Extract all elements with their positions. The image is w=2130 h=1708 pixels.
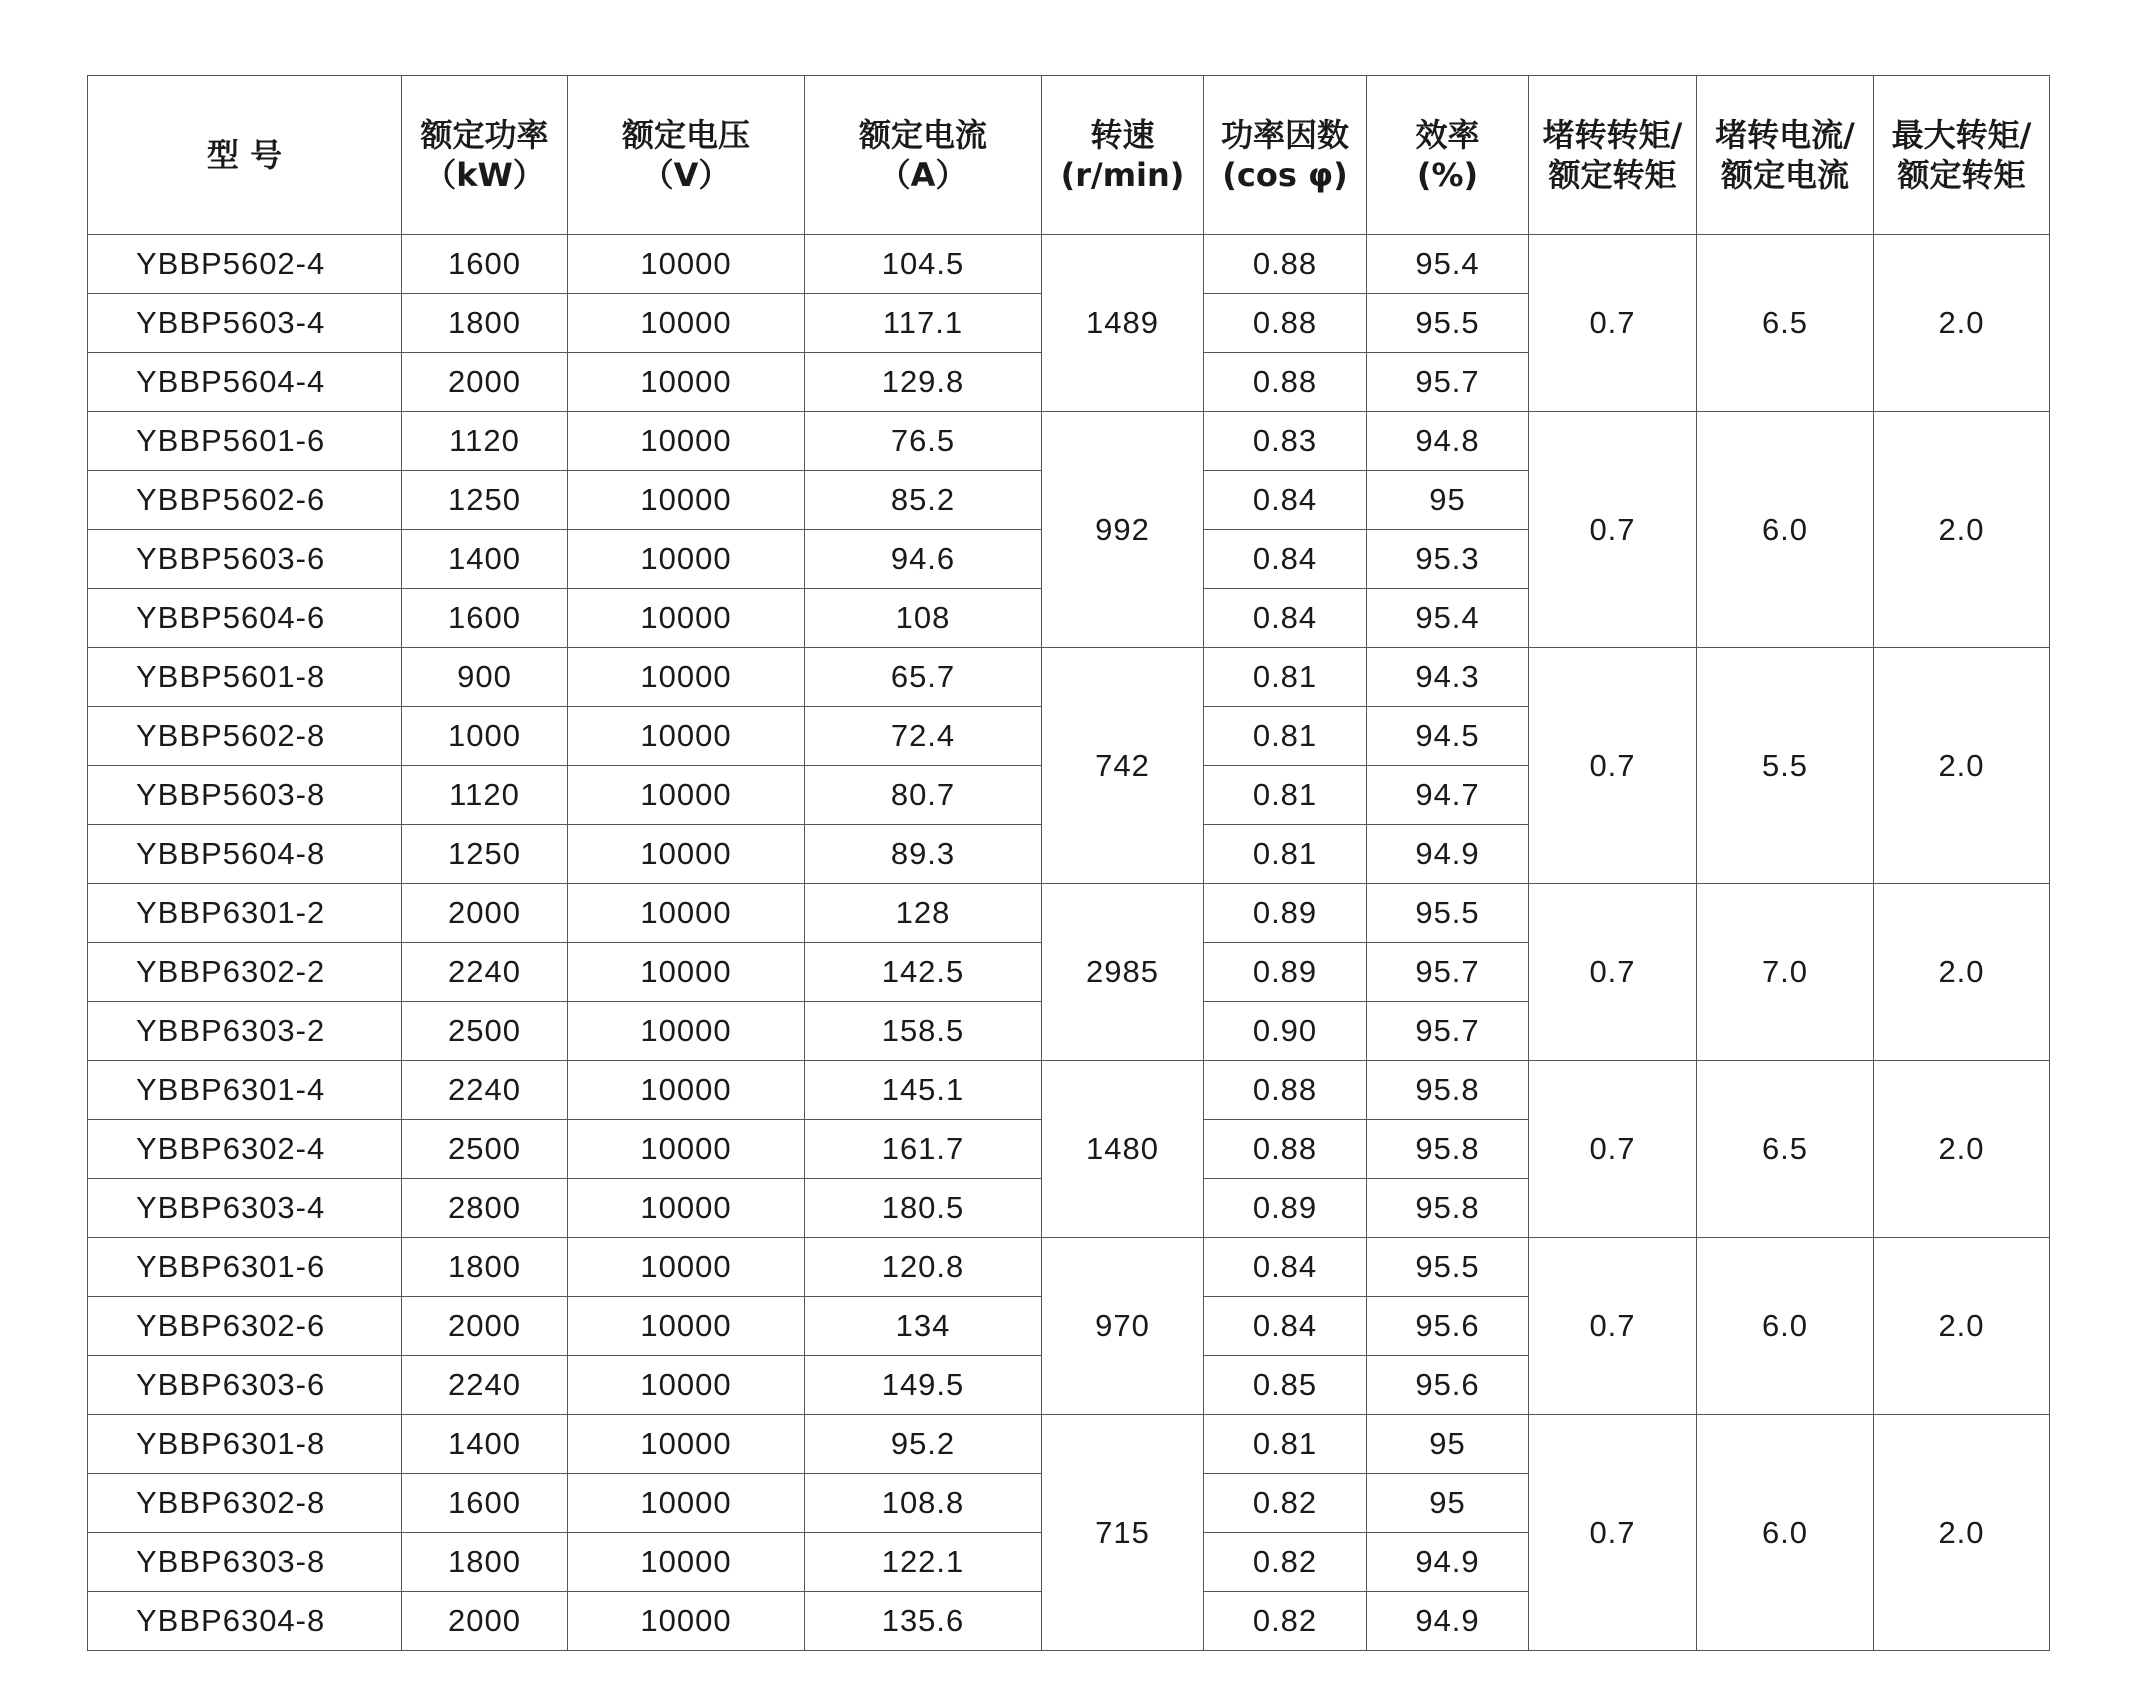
header-row <box>88 76 2050 235</box>
power-factor-cell: 0.84 <box>1204 1238 1367 1297</box>
rated-power-cell: 1800 <box>402 294 568 353</box>
efficiency-cell: 95.8 <box>1367 1061 1529 1120</box>
header-label: (cos φ) <box>1222 156 1348 194</box>
model-cell: YBBP5603-6 <box>88 530 402 589</box>
efficiency-cell: 94.3 <box>1367 648 1529 707</box>
max-torque-ratio-cell: 2.0 <box>1874 884 2050 1061</box>
rated-current-cell: 161.7 <box>805 1120 1042 1179</box>
rated-voltage-cell: 10000 <box>568 1533 805 1592</box>
efficiency-cell: 95.8 <box>1367 1120 1529 1179</box>
model-cell: YBBP5601-8 <box>88 648 402 707</box>
rated-current-cell: 129.8 <box>805 353 1042 412</box>
power-factor-cell: 0.88 <box>1204 1120 1367 1179</box>
rated-power-cell: 1600 <box>402 589 568 648</box>
header-label: 堵转转矩/ <box>1542 116 1683 154</box>
speed-cell: 2985 <box>1042 884 1204 1061</box>
rated-current-cell: 134 <box>805 1297 1042 1356</box>
rated-current-cell: 128 <box>805 884 1042 943</box>
header-label: 额定转矩 <box>1548 156 1677 194</box>
locked-torque-ratio-cell: 0.7 <box>1529 1415 1697 1651</box>
rated-voltage-cell: 10000 <box>568 884 805 943</box>
speed-cell: 742 <box>1042 648 1204 884</box>
table-row <box>88 235 2050 294</box>
rated-current-cell: 89.3 <box>805 825 1042 884</box>
efficiency-cell: 95.5 <box>1367 294 1529 353</box>
rated-current-cell: 158.5 <box>805 1002 1042 1061</box>
power-factor-cell: 0.83 <box>1204 412 1367 471</box>
rated-voltage-cell: 10000 <box>568 1238 805 1297</box>
model-cell: YBBP5604-6 <box>88 589 402 648</box>
rated-current-cell: 80.7 <box>805 766 1042 825</box>
rated-voltage-cell: 10000 <box>568 1002 805 1061</box>
model-cell: YBBP5602-6 <box>88 471 402 530</box>
header-label: 转速 <box>1090 116 1155 154</box>
speed-cell: 970 <box>1042 1238 1204 1415</box>
rated-current-cell: 120.8 <box>805 1238 1042 1297</box>
rated-power-cell: 2240 <box>402 1356 568 1415</box>
rated-voltage-cell: 10000 <box>568 825 805 884</box>
table-row <box>88 1061 2050 1120</box>
rated-voltage-cell: 10000 <box>568 471 805 530</box>
header-label: (r/min) <box>1060 156 1185 194</box>
power-factor-cell: 0.88 <box>1204 235 1367 294</box>
power-factor-cell: 0.82 <box>1204 1474 1367 1533</box>
rated-power-cell: 2500 <box>402 1120 568 1179</box>
power-factor-cell: 0.89 <box>1204 943 1367 1002</box>
model-cell: YBBP6303-2 <box>88 1002 402 1061</box>
efficiency-cell: 94.9 <box>1367 1592 1529 1651</box>
max-torque-ratio-cell: 2.0 <box>1874 1415 2050 1651</box>
efficiency-cell: 95.7 <box>1367 943 1529 1002</box>
max-torque-ratio-cell: 2.0 <box>1874 648 2050 884</box>
rated-current-cell: 94.6 <box>805 530 1042 589</box>
efficiency-cell: 94.7 <box>1367 766 1529 825</box>
speed-cell: 992 <box>1042 412 1204 648</box>
rated-current-cell: 145.1 <box>805 1061 1042 1120</box>
header-max-torque-ratio <box>1874 76 2050 235</box>
header-label: 型 号 <box>206 136 283 174</box>
max-torque-ratio-cell: 2.0 <box>1874 1238 2050 1415</box>
power-factor-cell: 0.89 <box>1204 884 1367 943</box>
locked-torque-ratio-cell: 0.7 <box>1529 1238 1697 1415</box>
model-cell: YBBP5601-6 <box>88 412 402 471</box>
power-factor-cell: 0.84 <box>1204 471 1367 530</box>
locked-torque-ratio-cell: 0.7 <box>1529 648 1697 884</box>
rated-voltage-cell: 10000 <box>568 1120 805 1179</box>
efficiency-cell: 95.7 <box>1367 1002 1529 1061</box>
efficiency-cell: 94.5 <box>1367 707 1529 766</box>
header-model <box>88 76 402 235</box>
rated-power-cell: 2000 <box>402 1592 568 1651</box>
rated-current-cell: 108.8 <box>805 1474 1042 1533</box>
model-cell: YBBP6304-8 <box>88 1592 402 1651</box>
rated-power-cell: 1120 <box>402 766 568 825</box>
rated-power-cell: 1800 <box>402 1238 568 1297</box>
rated-power-cell: 2000 <box>402 884 568 943</box>
rated-power-cell: 1120 <box>402 412 568 471</box>
efficiency-cell: 95 <box>1367 471 1529 530</box>
model-cell: YBBP6302-2 <box>88 943 402 1002</box>
model-cell: YBBP6303-4 <box>88 1179 402 1238</box>
rated-power-cell: 1400 <box>402 530 568 589</box>
header-label: 额定转矩 <box>1897 156 2026 194</box>
rated-current-cell: 76.5 <box>805 412 1042 471</box>
rated-voltage-cell: 10000 <box>568 235 805 294</box>
model-cell: YBBP6301-6 <box>88 1238 402 1297</box>
speed-cell: 1489 <box>1042 235 1204 412</box>
rated-voltage-cell: 10000 <box>568 1356 805 1415</box>
rated-current-cell: 142.5 <box>805 943 1042 1002</box>
power-factor-cell: 0.81 <box>1204 1415 1367 1474</box>
efficiency-cell: 95.3 <box>1367 530 1529 589</box>
locked-current-ratio-cell: 7.0 <box>1697 884 1874 1061</box>
rated-voltage-cell: 10000 <box>568 412 805 471</box>
rated-current-cell: 85.2 <box>805 471 1042 530</box>
header-label: 额定电流 <box>1720 156 1849 194</box>
model-cell: YBBP6302-8 <box>88 1474 402 1533</box>
efficiency-cell: 95.5 <box>1367 884 1529 943</box>
locked-current-ratio-cell: 6.0 <box>1697 1238 1874 1415</box>
rated-power-cell: 1400 <box>402 1415 568 1474</box>
model-cell: YBBP5602-8 <box>88 707 402 766</box>
rated-power-cell: 2000 <box>402 1297 568 1356</box>
rated-power-cell: 1000 <box>402 707 568 766</box>
power-factor-cell: 0.90 <box>1204 1002 1367 1061</box>
header-label: 额定电流 <box>858 116 987 154</box>
speed-cell: 715 <box>1042 1415 1204 1651</box>
model-cell: YBBP6301-4 <box>88 1061 402 1120</box>
model-cell: YBBP6303-6 <box>88 1356 402 1415</box>
power-factor-cell: 0.89 <box>1204 1179 1367 1238</box>
efficiency-cell: 94.8 <box>1367 412 1529 471</box>
header-label: (%) <box>1416 156 1479 194</box>
rated-current-cell: 65.7 <box>805 648 1042 707</box>
table-body <box>88 235 2050 1651</box>
rated-power-cell: 900 <box>402 648 568 707</box>
rated-voltage-cell: 10000 <box>568 1179 805 1238</box>
power-factor-cell: 0.88 <box>1204 294 1367 353</box>
header-label: （A） <box>878 156 968 194</box>
locked-current-ratio-cell: 6.0 <box>1697 1415 1874 1651</box>
rated-current-cell: 149.5 <box>805 1356 1042 1415</box>
locked-current-ratio-cell: 5.5 <box>1697 648 1874 884</box>
rated-current-cell: 104.5 <box>805 235 1042 294</box>
power-factor-cell: 0.85 <box>1204 1356 1367 1415</box>
rated-current-cell: 117.1 <box>805 294 1042 353</box>
efficiency-cell: 95.5 <box>1367 1238 1529 1297</box>
rated-voltage-cell: 10000 <box>568 589 805 648</box>
efficiency-cell: 95 <box>1367 1474 1529 1533</box>
power-factor-cell: 0.84 <box>1204 589 1367 648</box>
power-factor-cell: 0.82 <box>1204 1592 1367 1651</box>
header-rated-current <box>805 76 1042 235</box>
max-torque-ratio-cell: 2.0 <box>1874 412 2050 648</box>
header-locked-current-ratio <box>1697 76 1874 235</box>
power-factor-cell: 0.81 <box>1204 766 1367 825</box>
rated-power-cell: 2240 <box>402 943 568 1002</box>
rated-current-cell: 180.5 <box>805 1179 1042 1238</box>
header-power-factor <box>1204 76 1367 235</box>
header-locked-torque-ratio <box>1529 76 1697 235</box>
efficiency-cell: 95.8 <box>1367 1179 1529 1238</box>
rated-voltage-cell: 10000 <box>568 766 805 825</box>
rated-voltage-cell: 10000 <box>568 294 805 353</box>
rated-voltage-cell: 10000 <box>568 353 805 412</box>
model-cell: YBBP6302-6 <box>88 1297 402 1356</box>
locked-torque-ratio-cell: 0.7 <box>1529 412 1697 648</box>
rated-voltage-cell: 10000 <box>568 648 805 707</box>
efficiency-cell: 95.6 <box>1367 1297 1529 1356</box>
rated-current-cell: 122.1 <box>805 1533 1042 1592</box>
header-efficiency <box>1367 76 1529 235</box>
rated-voltage-cell: 10000 <box>568 1592 805 1651</box>
model-cell: YBBP5604-4 <box>88 353 402 412</box>
rated-voltage-cell: 10000 <box>568 707 805 766</box>
rated-power-cell: 1250 <box>402 825 568 884</box>
header-rated-voltage <box>568 76 805 235</box>
locked-current-ratio-cell: 6.0 <box>1697 412 1874 648</box>
power-factor-cell: 0.81 <box>1204 707 1367 766</box>
efficiency-cell: 95.4 <box>1367 235 1529 294</box>
model-cell: YBBP5603-4 <box>88 294 402 353</box>
rated-voltage-cell: 10000 <box>568 1474 805 1533</box>
header-label: 额定功率 <box>420 116 549 154</box>
rated-power-cell: 1250 <box>402 471 568 530</box>
table-row <box>88 412 2050 471</box>
model-cell: YBBP6301-2 <box>88 884 402 943</box>
locked-current-ratio-cell: 6.5 <box>1697 235 1874 412</box>
rated-voltage-cell: 10000 <box>568 530 805 589</box>
model-cell: YBBP6301-8 <box>88 1415 402 1474</box>
power-factor-cell: 0.84 <box>1204 530 1367 589</box>
rated-power-cell: 1600 <box>402 235 568 294</box>
motor-spec-table <box>87 75 2050 1651</box>
rated-power-cell: 1800 <box>402 1533 568 1592</box>
rated-voltage-cell: 10000 <box>568 943 805 1002</box>
rated-power-cell: 2500 <box>402 1002 568 1061</box>
locked-torque-ratio-cell: 0.7 <box>1529 1061 1697 1238</box>
table-row <box>88 1238 2050 1297</box>
header-label: （kW） <box>424 156 545 194</box>
efficiency-cell: 94.9 <box>1367 825 1529 884</box>
locked-torque-ratio-cell: 0.7 <box>1529 235 1697 412</box>
power-factor-cell: 0.88 <box>1204 353 1367 412</box>
rated-voltage-cell: 10000 <box>568 1415 805 1474</box>
locked-current-ratio-cell: 6.5 <box>1697 1061 1874 1238</box>
rated-power-cell: 1600 <box>402 1474 568 1533</box>
power-factor-cell: 0.82 <box>1204 1533 1367 1592</box>
rated-current-cell: 108 <box>805 589 1042 648</box>
header-label: 效率 <box>1415 116 1480 154</box>
model-cell: YBBP6303-8 <box>88 1533 402 1592</box>
locked-torque-ratio-cell: 0.7 <box>1529 884 1697 1061</box>
header-label: 功率因数 <box>1220 116 1349 154</box>
header-speed <box>1042 76 1204 235</box>
efficiency-cell: 95.7 <box>1367 353 1529 412</box>
power-factor-cell: 0.88 <box>1204 1061 1367 1120</box>
rated-current-cell: 72.4 <box>805 707 1042 766</box>
model-cell: YBBP5603-8 <box>88 766 402 825</box>
rated-power-cell: 2000 <box>402 353 568 412</box>
rated-current-cell: 135.6 <box>805 1592 1042 1651</box>
model-cell: YBBP5602-4 <box>88 235 402 294</box>
model-cell: YBBP6302-4 <box>88 1120 402 1179</box>
efficiency-cell: 95.4 <box>1367 589 1529 648</box>
efficiency-cell: 95.6 <box>1367 1356 1529 1415</box>
header-label: 堵转电流/ <box>1715 116 1855 154</box>
rated-voltage-cell: 10000 <box>568 1061 805 1120</box>
max-torque-ratio-cell: 2.0 <box>1874 1061 2050 1238</box>
header-label: 额定电压 <box>621 116 750 154</box>
rated-power-cell: 2800 <box>402 1179 568 1238</box>
model-cell: YBBP5604-8 <box>88 825 402 884</box>
max-torque-ratio-cell: 2.0 <box>1874 235 2050 412</box>
power-factor-cell: 0.84 <box>1204 1297 1367 1356</box>
power-factor-cell: 0.81 <box>1204 648 1367 707</box>
speed-cell: 1480 <box>1042 1061 1204 1238</box>
efficiency-cell: 94.9 <box>1367 1533 1529 1592</box>
efficiency-cell: 95 <box>1367 1415 1529 1474</box>
rated-current-cell: 95.2 <box>805 1415 1042 1474</box>
header-label: 最大转矩/ <box>1891 116 2032 154</box>
header-label: （V） <box>641 156 731 194</box>
power-factor-cell: 0.81 <box>1204 825 1367 884</box>
table-row <box>88 1415 2050 1474</box>
header-rated-power <box>402 76 568 235</box>
table-row <box>88 884 2050 943</box>
rated-voltage-cell: 10000 <box>568 1297 805 1356</box>
rated-power-cell: 2240 <box>402 1061 568 1120</box>
table-row <box>88 648 2050 707</box>
